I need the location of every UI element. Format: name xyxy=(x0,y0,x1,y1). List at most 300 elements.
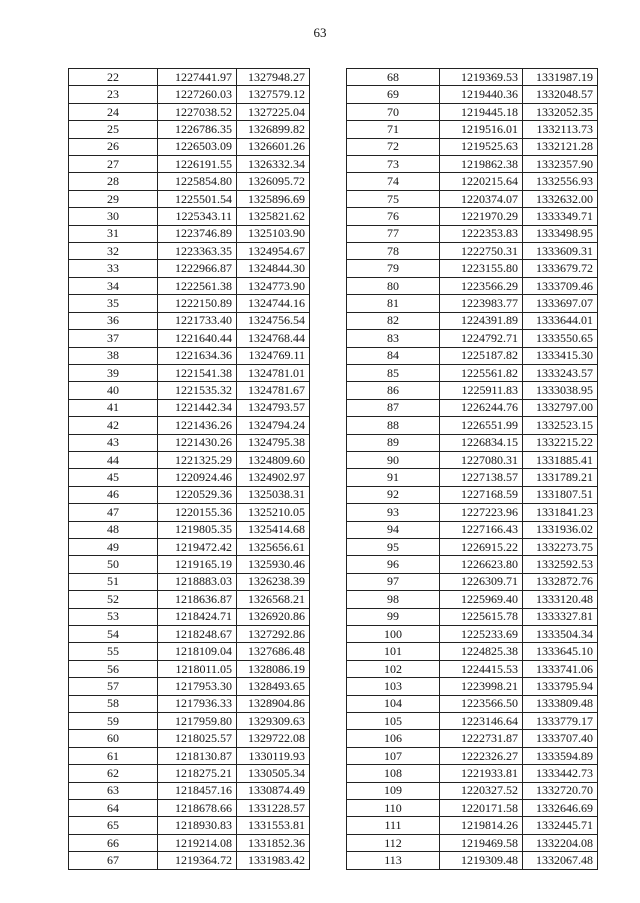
table-row xyxy=(347,800,598,817)
y-coordinate-cell: 1324769.11 xyxy=(237,347,310,364)
x-coordinate-cell: 1218275.21 xyxy=(158,765,237,782)
y-coordinate-cell: 1325038.31 xyxy=(237,486,310,503)
x-coordinate-cell: 1227080.31 xyxy=(440,451,523,468)
y-coordinate-cell: 1324744.16 xyxy=(237,295,310,312)
x-coordinate-cell: 1221442.34 xyxy=(158,399,237,416)
point-number-cell: 103 xyxy=(347,678,440,695)
y-coordinate-cell: 1324756.54 xyxy=(237,312,310,329)
table-row xyxy=(347,817,598,834)
y-coordinate-cell: 1332592.53 xyxy=(523,556,598,573)
table-row xyxy=(347,556,598,573)
x-coordinate-cell: 1219469.58 xyxy=(440,834,523,851)
y-coordinate-cell: 1333038.95 xyxy=(523,382,598,399)
table-row xyxy=(69,86,310,103)
point-number-cell: 82 xyxy=(347,312,440,329)
y-coordinate-cell: 1333644.01 xyxy=(523,312,598,329)
table-row xyxy=(69,730,310,747)
y-coordinate-cell: 1333550.65 xyxy=(523,330,598,347)
point-number-cell: 66 xyxy=(69,834,158,851)
x-coordinate-cell: 1220327.52 xyxy=(440,782,523,799)
table-row xyxy=(69,695,310,712)
point-number-cell: 47 xyxy=(69,504,158,521)
x-coordinate-cell: 1218025.57 xyxy=(158,730,237,747)
x-coordinate-cell: 1221325.29 xyxy=(158,451,237,468)
y-coordinate-cell: 1331807.51 xyxy=(523,486,598,503)
y-coordinate-cell: 1326568.21 xyxy=(237,591,310,608)
point-number-cell: 61 xyxy=(69,747,158,764)
x-coordinate-cell: 1221541.38 xyxy=(158,364,237,381)
x-coordinate-cell: 1221430.26 xyxy=(158,434,237,451)
x-coordinate-cell: 1221634.36 xyxy=(158,347,237,364)
table-row xyxy=(69,713,310,730)
table-row xyxy=(347,660,598,677)
y-coordinate-cell: 1332797.00 xyxy=(523,399,598,416)
point-number-cell: 60 xyxy=(69,730,158,747)
x-coordinate-cell: 1219805.35 xyxy=(158,521,237,538)
point-number-cell: 35 xyxy=(69,295,158,312)
y-coordinate-cell: 1328086.19 xyxy=(237,660,310,677)
y-coordinate-cell: 1324793.57 xyxy=(237,399,310,416)
y-coordinate-cell: 1330505.34 xyxy=(237,765,310,782)
y-coordinate-cell: 1324781.67 xyxy=(237,382,310,399)
x-coordinate-cell: 1227138.57 xyxy=(440,469,523,486)
x-coordinate-cell: 1221640.44 xyxy=(158,330,237,347)
point-number-cell: 68 xyxy=(347,69,440,86)
x-coordinate-cell: 1225233.69 xyxy=(440,626,523,643)
x-coordinate-cell: 1226623.80 xyxy=(440,556,523,573)
point-number-cell: 94 xyxy=(347,521,440,538)
x-coordinate-cell: 1226503.09 xyxy=(158,138,237,155)
point-number-cell: 48 xyxy=(69,521,158,538)
point-number-cell: 99 xyxy=(347,608,440,625)
x-coordinate-cell: 1226834.15 xyxy=(440,434,523,451)
y-coordinate-cell: 1332052.35 xyxy=(523,103,598,120)
table-row xyxy=(69,208,310,225)
x-coordinate-cell: 1221436.26 xyxy=(158,417,237,434)
table-row xyxy=(69,295,310,312)
table-row xyxy=(347,295,598,312)
y-coordinate-cell: 1325414.68 xyxy=(237,521,310,538)
table-row xyxy=(347,765,598,782)
x-coordinate-cell: 1217953.30 xyxy=(158,678,237,695)
table-row xyxy=(347,260,598,277)
table-row xyxy=(69,190,310,207)
x-coordinate-cell: 1218248.67 xyxy=(158,626,237,643)
table-row xyxy=(347,713,598,730)
y-coordinate-cell: 1326920.86 xyxy=(237,608,310,625)
point-number-cell: 109 xyxy=(347,782,440,799)
point-number-cell: 83 xyxy=(347,330,440,347)
y-coordinate-cell: 1332048.57 xyxy=(523,86,598,103)
table-row xyxy=(69,173,310,190)
x-coordinate-cell: 1222353.83 xyxy=(440,225,523,242)
y-coordinate-cell: 1324902.97 xyxy=(237,469,310,486)
table-row xyxy=(69,121,310,138)
x-coordinate-cell: 1217959.80 xyxy=(158,713,237,730)
point-number-cell: 26 xyxy=(69,138,158,155)
x-coordinate-cell: 1222561.38 xyxy=(158,277,237,294)
table-row xyxy=(347,608,598,625)
x-coordinate-cell: 1224792.71 xyxy=(440,330,523,347)
y-coordinate-cell: 1325930.46 xyxy=(237,556,310,573)
table-row xyxy=(69,573,310,590)
point-number-cell: 105 xyxy=(347,713,440,730)
x-coordinate-cell: 1218636.87 xyxy=(158,591,237,608)
point-number-cell: 89 xyxy=(347,434,440,451)
point-number-cell: 34 xyxy=(69,277,158,294)
table-row xyxy=(69,538,310,555)
y-coordinate-cell: 1333741.06 xyxy=(523,660,598,677)
y-coordinate-cell: 1324794.24 xyxy=(237,417,310,434)
table-row xyxy=(69,608,310,625)
y-coordinate-cell: 1333709.46 xyxy=(523,277,598,294)
table-row xyxy=(347,782,598,799)
table-row xyxy=(69,852,310,869)
y-coordinate-cell: 1332067.48 xyxy=(523,852,598,869)
x-coordinate-cell: 1223746.89 xyxy=(158,225,237,242)
table-row xyxy=(347,364,598,381)
point-number-cell: 78 xyxy=(347,243,440,260)
x-coordinate-cell: 1224415.53 xyxy=(440,660,523,677)
table-row xyxy=(69,660,310,677)
table-row xyxy=(347,834,598,851)
x-coordinate-cell: 1223155.80 xyxy=(440,260,523,277)
y-coordinate-cell: 1331789.21 xyxy=(523,469,598,486)
y-coordinate-cell: 1328493.65 xyxy=(237,678,310,695)
point-number-cell: 86 xyxy=(347,382,440,399)
x-coordinate-cell: 1222966.87 xyxy=(158,260,237,277)
x-coordinate-cell: 1219214.08 xyxy=(158,834,237,851)
table-row xyxy=(347,330,598,347)
x-coordinate-cell: 1225969.40 xyxy=(440,591,523,608)
y-coordinate-cell: 1333779.17 xyxy=(523,713,598,730)
x-coordinate-cell: 1221970.29 xyxy=(440,208,523,225)
y-coordinate-cell: 1326238.39 xyxy=(237,573,310,590)
x-coordinate-cell: 1226244.76 xyxy=(440,399,523,416)
point-number-cell: 100 xyxy=(347,626,440,643)
point-number-cell: 39 xyxy=(69,364,158,381)
y-coordinate-cell: 1332215.22 xyxy=(523,434,598,451)
x-coordinate-cell: 1218011.05 xyxy=(158,660,237,677)
table-row xyxy=(69,834,310,851)
x-coordinate-cell: 1225561.82 xyxy=(440,364,523,381)
x-coordinate-cell: 1219472.42 xyxy=(158,538,237,555)
x-coordinate-cell: 1226551.99 xyxy=(440,417,523,434)
y-coordinate-cell: 1333442.73 xyxy=(523,765,598,782)
coordinates-table-right xyxy=(346,68,598,870)
table-row xyxy=(347,69,598,86)
x-coordinate-cell: 1218424.71 xyxy=(158,608,237,625)
point-number-cell: 91 xyxy=(347,469,440,486)
table-row xyxy=(69,330,310,347)
table-row xyxy=(347,382,598,399)
table-row xyxy=(347,277,598,294)
y-coordinate-cell: 1331553.81 xyxy=(237,817,310,834)
x-coordinate-cell: 1225501.54 xyxy=(158,190,237,207)
table-row xyxy=(69,69,310,86)
y-coordinate-cell: 1332523.15 xyxy=(523,417,598,434)
table-row xyxy=(347,86,598,103)
table-row xyxy=(69,556,310,573)
x-coordinate-cell: 1218130.87 xyxy=(158,747,237,764)
table-row xyxy=(69,504,310,521)
x-coordinate-cell: 1219516.01 xyxy=(440,121,523,138)
table-row xyxy=(347,138,598,155)
y-coordinate-cell: 1326601.26 xyxy=(237,138,310,155)
y-coordinate-cell: 1331983.42 xyxy=(237,852,310,869)
y-coordinate-cell: 1333498.95 xyxy=(523,225,598,242)
y-coordinate-cell: 1331885.41 xyxy=(523,451,598,468)
x-coordinate-cell: 1227223.96 xyxy=(440,504,523,521)
y-coordinate-cell: 1327225.04 xyxy=(237,103,310,120)
y-coordinate-cell: 1328904.86 xyxy=(237,695,310,712)
table-row xyxy=(69,364,310,381)
point-number-cell: 75 xyxy=(347,190,440,207)
point-number-cell: 23 xyxy=(69,86,158,103)
y-coordinate-cell: 1332556.93 xyxy=(523,173,598,190)
point-number-cell: 88 xyxy=(347,417,440,434)
x-coordinate-cell: 1221733.40 xyxy=(158,312,237,329)
table-row xyxy=(347,695,598,712)
y-coordinate-cell: 1326899.82 xyxy=(237,121,310,138)
table-row xyxy=(347,486,598,503)
x-coordinate-cell: 1226309.71 xyxy=(440,573,523,590)
point-number-cell: 74 xyxy=(347,173,440,190)
x-coordinate-cell: 1222731.87 xyxy=(440,730,523,747)
table-row xyxy=(69,451,310,468)
y-coordinate-cell: 1333697.07 xyxy=(523,295,598,312)
y-coordinate-cell: 1325210.05 xyxy=(237,504,310,521)
table-row xyxy=(347,678,598,695)
table-row xyxy=(347,626,598,643)
y-coordinate-cell: 1332646.69 xyxy=(523,800,598,817)
y-coordinate-cell: 1327292.86 xyxy=(237,626,310,643)
x-coordinate-cell: 1220924.46 xyxy=(158,469,237,486)
y-coordinate-cell: 1331228.57 xyxy=(237,800,310,817)
x-coordinate-cell: 1221535.32 xyxy=(158,382,237,399)
y-coordinate-cell: 1332113.73 xyxy=(523,121,598,138)
y-coordinate-cell: 1333594.89 xyxy=(523,747,598,764)
x-coordinate-cell: 1219369.53 xyxy=(440,69,523,86)
table-row xyxy=(347,643,598,660)
y-coordinate-cell: 1332445.71 xyxy=(523,817,598,834)
table-row xyxy=(347,469,598,486)
table-row xyxy=(347,852,598,869)
table-row xyxy=(69,469,310,486)
point-number-cell: 106 xyxy=(347,730,440,747)
x-coordinate-cell: 1218883.03 xyxy=(158,573,237,590)
table-row xyxy=(69,260,310,277)
table-row xyxy=(69,156,310,173)
point-number-cell: 111 xyxy=(347,817,440,834)
x-coordinate-cell: 1223566.50 xyxy=(440,695,523,712)
y-coordinate-cell: 1324781.01 xyxy=(237,364,310,381)
point-number-cell: 33 xyxy=(69,260,158,277)
table-row xyxy=(69,243,310,260)
y-coordinate-cell: 1325896.69 xyxy=(237,190,310,207)
x-coordinate-cell: 1227166.43 xyxy=(440,521,523,538)
table-row xyxy=(69,800,310,817)
y-coordinate-cell: 1327948.27 xyxy=(237,69,310,86)
y-coordinate-cell: 1331987.19 xyxy=(523,69,598,86)
x-coordinate-cell: 1224825.38 xyxy=(440,643,523,660)
table-row xyxy=(69,347,310,364)
table-row xyxy=(69,417,310,434)
y-coordinate-cell: 1333679.72 xyxy=(523,260,598,277)
point-number-cell: 95 xyxy=(347,538,440,555)
point-number-cell: 73 xyxy=(347,156,440,173)
y-coordinate-cell: 1327579.12 xyxy=(237,86,310,103)
y-coordinate-cell: 1326095.72 xyxy=(237,173,310,190)
x-coordinate-cell: 1227038.52 xyxy=(158,103,237,120)
y-coordinate-cell: 1333327.81 xyxy=(523,608,598,625)
table-row xyxy=(347,347,598,364)
point-number-cell: 62 xyxy=(69,765,158,782)
x-coordinate-cell: 1218109.04 xyxy=(158,643,237,660)
point-number-cell: 27 xyxy=(69,156,158,173)
table-row xyxy=(347,521,598,538)
point-number-cell: 24 xyxy=(69,103,158,120)
table-row xyxy=(69,434,310,451)
y-coordinate-cell: 1330119.93 xyxy=(237,747,310,764)
x-coordinate-cell: 1225854.80 xyxy=(158,173,237,190)
x-coordinate-cell: 1223146.64 xyxy=(440,713,523,730)
point-number-cell: 87 xyxy=(347,399,440,416)
y-coordinate-cell: 1333707.40 xyxy=(523,730,598,747)
table-row xyxy=(347,190,598,207)
point-number-cell: 76 xyxy=(347,208,440,225)
point-number-cell: 38 xyxy=(69,347,158,364)
table-row xyxy=(69,678,310,695)
x-coordinate-cell: 1218457.16 xyxy=(158,782,237,799)
point-number-cell: 43 xyxy=(69,434,158,451)
table-row xyxy=(347,173,598,190)
point-number-cell: 84 xyxy=(347,347,440,364)
table-row xyxy=(347,451,598,468)
y-coordinate-cell: 1333809.48 xyxy=(523,695,598,712)
point-number-cell: 71 xyxy=(347,121,440,138)
y-coordinate-cell: 1333349.71 xyxy=(523,208,598,225)
point-number-cell: 36 xyxy=(69,312,158,329)
y-coordinate-cell: 1332872.76 xyxy=(523,573,598,590)
y-coordinate-cell: 1333795.94 xyxy=(523,678,598,695)
table-row xyxy=(347,225,598,242)
table-row xyxy=(69,643,310,660)
y-coordinate-cell: 1332720.70 xyxy=(523,782,598,799)
table-row xyxy=(69,225,310,242)
y-coordinate-cell: 1333243.57 xyxy=(523,364,598,381)
table-row xyxy=(347,103,598,120)
x-coordinate-cell: 1223363.35 xyxy=(158,243,237,260)
table-row xyxy=(69,591,310,608)
x-coordinate-cell: 1219440.36 xyxy=(440,86,523,103)
y-coordinate-cell: 1327686.48 xyxy=(237,643,310,660)
table-row xyxy=(69,399,310,416)
point-number-cell: 101 xyxy=(347,643,440,660)
point-number-cell: 31 xyxy=(69,225,158,242)
table-row xyxy=(347,208,598,225)
x-coordinate-cell: 1224391.89 xyxy=(440,312,523,329)
table-row xyxy=(69,765,310,782)
point-number-cell: 98 xyxy=(347,591,440,608)
point-number-cell: 81 xyxy=(347,295,440,312)
y-coordinate-cell: 1333645.10 xyxy=(523,643,598,660)
table-row xyxy=(347,156,598,173)
table-row xyxy=(347,730,598,747)
x-coordinate-cell: 1219445.18 xyxy=(440,103,523,120)
x-coordinate-cell: 1227441.97 xyxy=(158,69,237,86)
y-coordinate-cell: 1324795.38 xyxy=(237,434,310,451)
point-number-cell: 40 xyxy=(69,382,158,399)
point-number-cell: 45 xyxy=(69,469,158,486)
y-coordinate-cell: 1333415.30 xyxy=(523,347,598,364)
table-row xyxy=(69,138,310,155)
table-row xyxy=(347,747,598,764)
table-row xyxy=(69,521,310,538)
y-coordinate-cell: 1331852.36 xyxy=(237,834,310,851)
y-coordinate-cell: 1332121.28 xyxy=(523,138,598,155)
y-coordinate-cell: 1325821.62 xyxy=(237,208,310,225)
table-row xyxy=(347,121,598,138)
y-coordinate-cell: 1332632.00 xyxy=(523,190,598,207)
table-row xyxy=(69,312,310,329)
point-number-cell: 56 xyxy=(69,660,158,677)
point-number-cell: 58 xyxy=(69,695,158,712)
point-number-cell: 41 xyxy=(69,399,158,416)
point-number-cell: 104 xyxy=(347,695,440,712)
x-coordinate-cell: 1223566.29 xyxy=(440,277,523,294)
x-coordinate-cell: 1219814.26 xyxy=(440,817,523,834)
y-coordinate-cell: 1324773.90 xyxy=(237,277,310,294)
table-row xyxy=(69,382,310,399)
x-coordinate-cell: 1227260.03 xyxy=(158,86,237,103)
point-number-cell: 110 xyxy=(347,800,440,817)
point-number-cell: 96 xyxy=(347,556,440,573)
point-number-cell: 112 xyxy=(347,834,440,851)
point-number-cell: 93 xyxy=(347,504,440,521)
y-coordinate-cell: 1333609.31 xyxy=(523,243,598,260)
x-coordinate-cell: 1220374.07 xyxy=(440,190,523,207)
y-coordinate-cell: 1329309.63 xyxy=(237,713,310,730)
y-coordinate-cell: 1331936.02 xyxy=(523,521,598,538)
table-row xyxy=(69,277,310,294)
y-coordinate-cell: 1333504.34 xyxy=(523,626,598,643)
point-number-cell: 52 xyxy=(69,591,158,608)
table-row xyxy=(347,312,598,329)
point-number-cell: 64 xyxy=(69,800,158,817)
point-number-cell: 77 xyxy=(347,225,440,242)
table-row xyxy=(347,504,598,521)
x-coordinate-cell: 1226786.35 xyxy=(158,121,237,138)
x-coordinate-cell: 1220529.36 xyxy=(158,486,237,503)
point-number-cell: 51 xyxy=(69,573,158,590)
y-coordinate-cell: 1332204.08 xyxy=(523,834,598,851)
point-number-cell: 44 xyxy=(69,451,158,468)
point-number-cell: 72 xyxy=(347,138,440,155)
table-row xyxy=(69,782,310,799)
x-coordinate-cell: 1223983.77 xyxy=(440,295,523,312)
point-number-cell: 108 xyxy=(347,765,440,782)
point-number-cell: 69 xyxy=(347,86,440,103)
point-number-cell: 97 xyxy=(347,573,440,590)
y-coordinate-cell: 1325103.90 xyxy=(237,225,310,242)
x-coordinate-cell: 1218930.83 xyxy=(158,817,237,834)
point-number-cell: 49 xyxy=(69,538,158,555)
y-coordinate-cell: 1324809.60 xyxy=(237,451,310,468)
y-coordinate-cell: 1324844.30 xyxy=(237,260,310,277)
point-number-cell: 57 xyxy=(69,678,158,695)
point-number-cell: 46 xyxy=(69,486,158,503)
